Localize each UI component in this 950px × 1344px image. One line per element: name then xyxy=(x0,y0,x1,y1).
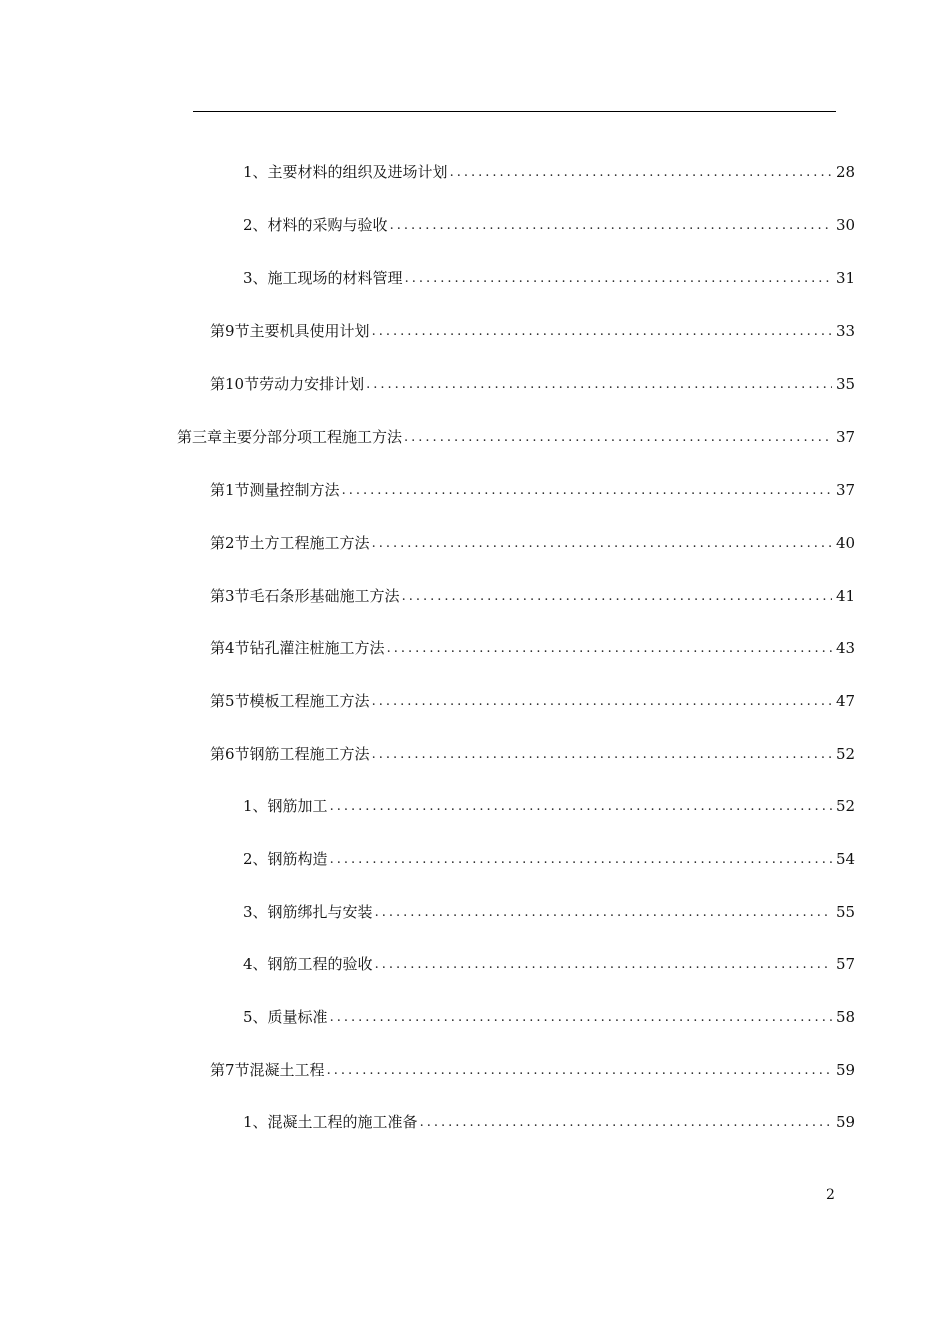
toc-entry-title: 施工现场的材料管理 xyxy=(267,269,403,287)
toc-entry-number: 第2节 xyxy=(210,534,250,552)
toc-entry-title: 钢筋构造 xyxy=(267,850,328,868)
toc-entry-title: 质量标准 xyxy=(267,1008,328,1026)
toc-entry-title: 土方工程施工方法 xyxy=(249,534,370,552)
toc-entry-page: 59 xyxy=(836,1061,856,1079)
toc-entry[interactable] xyxy=(210,370,854,394)
toc-entry[interactable] xyxy=(243,1108,854,1132)
toc-entry-number: 第5节 xyxy=(210,692,250,710)
toc-entry-title: 材料的采购与验收 xyxy=(267,216,388,234)
toc-entry-page: 37 xyxy=(836,428,856,446)
toc-entry-page: 55 xyxy=(836,903,856,921)
toc-entry-number: 第6节 xyxy=(210,745,250,763)
toc-entry-number: 第3节 xyxy=(210,587,250,605)
toc-entry-title: 主要材料的组织及进场计划 xyxy=(267,163,448,181)
toc-entry[interactable] xyxy=(210,1056,854,1080)
toc-entry[interactable] xyxy=(210,634,854,658)
toc-entry-number: 2、 xyxy=(243,850,268,868)
toc-entry-title: 钢筋工程施工方法 xyxy=(249,745,370,763)
dot-leader xyxy=(390,217,832,235)
dot-leader xyxy=(327,1062,832,1080)
toc-entry-title: 钢筋加工 xyxy=(267,797,328,815)
toc-entry-number: 2、 xyxy=(243,216,268,234)
toc-entry[interactable] xyxy=(243,211,854,235)
toc-entry[interactable] xyxy=(210,317,854,341)
dot-leader xyxy=(330,1009,832,1027)
dot-leader xyxy=(366,376,832,394)
toc-entry-number: 第7节 xyxy=(210,1061,250,1079)
toc-entry[interactable] xyxy=(243,264,854,288)
toc-entry-title: 钻孔灌注桩施工方法 xyxy=(249,639,385,657)
toc-entry[interactable] xyxy=(243,158,854,182)
dot-leader xyxy=(375,904,832,922)
toc-entry-page: 41 xyxy=(836,587,856,605)
dot-leader xyxy=(330,851,832,869)
toc-entry-number: 1、 xyxy=(243,163,268,181)
toc-entry-page: 57 xyxy=(836,955,856,973)
toc-entry-title: 钢筋绑扎与安装 xyxy=(267,903,373,921)
toc-entry[interactable] xyxy=(177,423,854,447)
toc-entry-title: 混凝土工程 xyxy=(249,1061,325,1079)
toc-entry-page: 47 xyxy=(836,692,856,710)
toc-entry[interactable] xyxy=(243,1003,854,1027)
toc-entry-page: 28 xyxy=(836,163,856,181)
dot-leader xyxy=(330,798,832,816)
toc-entry[interactable] xyxy=(243,792,854,816)
dot-leader xyxy=(420,1114,832,1132)
toc-entry-page: 43 xyxy=(836,639,856,657)
toc-entry-title: 混凝土工程的施工准备 xyxy=(267,1113,418,1131)
toc-entry[interactable] xyxy=(243,845,854,869)
toc-entry[interactable] xyxy=(210,529,854,553)
dot-leader xyxy=(372,693,832,711)
dot-leader xyxy=(372,535,832,553)
toc-entry[interactable] xyxy=(210,740,854,764)
dot-leader xyxy=(402,588,832,606)
dot-leader xyxy=(342,482,832,500)
dot-leader xyxy=(404,429,832,447)
toc-entry-page: 30 xyxy=(836,216,856,234)
dot-leader xyxy=(387,640,832,658)
toc-entry-number: 1、 xyxy=(243,797,268,815)
toc-entry-number: 第三章 xyxy=(177,428,223,446)
dot-leader xyxy=(375,956,832,974)
page-number: 2 xyxy=(826,1187,835,1203)
toc-entry-title: 主要分部分项工程施工方法 xyxy=(222,428,403,446)
dot-leader xyxy=(450,164,832,182)
dot-leader xyxy=(372,323,832,341)
toc-entry-title: 测量控制方法 xyxy=(249,481,340,499)
toc-entry[interactable] xyxy=(243,950,854,974)
toc-entry-page: 52 xyxy=(836,797,856,815)
toc-entry-number: 4、 xyxy=(243,955,268,973)
toc-entry[interactable] xyxy=(210,582,854,606)
toc-entry[interactable] xyxy=(210,687,854,711)
toc-entry-number: 第9节 xyxy=(210,322,250,340)
toc-entry-number: 第4节 xyxy=(210,639,250,657)
toc-entry-page: 31 xyxy=(836,269,856,287)
toc-entry-page: 58 xyxy=(836,1008,856,1026)
toc-entry-title: 主要机具使用计划 xyxy=(249,322,370,340)
toc-entry-page: 33 xyxy=(836,322,856,340)
toc-entry-title: 模板工程施工方法 xyxy=(249,692,370,710)
toc-entry-number: 5、 xyxy=(243,1008,268,1026)
dot-leader xyxy=(372,746,832,764)
toc-entry-page: 59 xyxy=(836,1113,856,1131)
toc-entry-number: 3、 xyxy=(243,269,268,287)
toc-entry-title: 劳动力安排计划 xyxy=(259,375,365,393)
toc-entry-title: 钢筋工程的验收 xyxy=(267,955,373,973)
toc-entry-number: 第10节 xyxy=(210,375,260,393)
toc-entry[interactable] xyxy=(243,898,854,922)
toc-entry-page: 54 xyxy=(836,850,856,868)
toc-entry-page: 52 xyxy=(836,745,856,763)
toc-entry-page: 40 xyxy=(836,534,856,552)
toc-entry[interactable] xyxy=(210,476,854,500)
toc-entry-page: 37 xyxy=(836,481,856,499)
toc-entry-page: 35 xyxy=(836,375,856,393)
toc-entry-number: 1、 xyxy=(243,1113,268,1131)
dot-leader xyxy=(405,270,832,288)
toc-entry-title: 毛石条形基础施工方法 xyxy=(249,587,400,605)
toc-entry-number: 3、 xyxy=(243,903,268,921)
toc-entry-number: 第1节 xyxy=(210,481,250,499)
